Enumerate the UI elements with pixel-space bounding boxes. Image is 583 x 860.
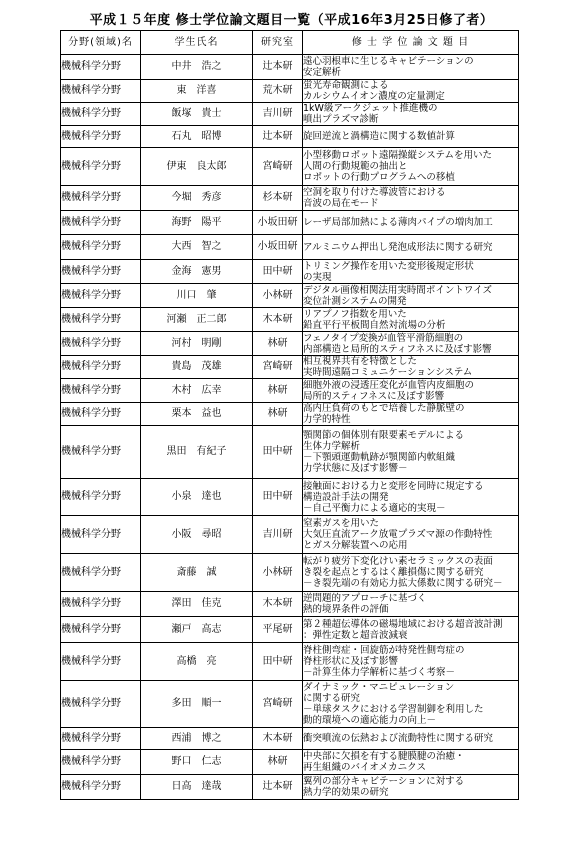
thesis-title-cell — [303, 681, 519, 728]
thesis-title-cell — [303, 750, 519, 775]
field-cell: 機械科学分野 — [61, 379, 141, 403]
table-row — [61, 356, 519, 379]
header-thesis-title: 修 士 学 位 論 文 題 目 — [303, 31, 519, 55]
lab-cell: 小坂田研 — [253, 235, 303, 260]
thesis-title-line: 旋回逆流と渦構造に関する数値計算 — [303, 131, 456, 142]
thesis-title-line: 生体力学解析 — [303, 441, 361, 452]
table-row — [61, 403, 519, 426]
page-title: 平成１５年度 修士学位論文題目一覧（平成16年3月25日修了者） — [89, 13, 494, 28]
student-name-cell: 河村 明剛 — [141, 332, 253, 356]
student-name-cell: 黒田 有紀子 — [141, 426, 253, 479]
thesis-title-cell — [303, 775, 519, 800]
header-row — [61, 31, 519, 55]
thesis-title-cell — [303, 403, 519, 426]
lab-cell: 小林研 — [253, 554, 303, 592]
thesis-title-cell — [303, 148, 519, 186]
table-row — [61, 284, 519, 308]
field-cell: 機械科学分野 — [61, 403, 141, 426]
thesis-title-cell — [303, 554, 519, 592]
student-name-cell: 木村 広幸 — [141, 379, 253, 403]
thesis-title-line: ：弾性定数と超音波減衰 — [303, 629, 408, 641]
lab-cell: 宮崎研 — [253, 148, 303, 186]
lab-cell: 田中研 — [253, 260, 303, 284]
field-cell: 機械科学分野 — [61, 80, 141, 103]
table-row — [61, 681, 519, 728]
thesis-title-line: き裂を起点とするはく離損傷に関する研究 — [303, 567, 484, 578]
thesis-title-line: レーザ局部加熱による薄肉パイプの増肉加工 — [303, 217, 493, 228]
thesis-title-line: とガス分解装置への応用 — [303, 540, 408, 551]
thesis-title-line: 顎関節の個体別有限要素モデルによる — [303, 430, 465, 441]
field-cell: 機械科学分野 — [61, 126, 141, 148]
thesis-title-line: 音波の局在モード — [303, 198, 379, 209]
table-row — [61, 308, 519, 332]
field-cell: 機械科学分野 — [61, 332, 141, 356]
student-name-cell: 石丸 昭博 — [141, 126, 253, 148]
field-cell: 機械科学分野 — [61, 426, 141, 479]
lab-cell: 小林研 — [253, 284, 303, 308]
thesis-title-line: 噴出プラズマ診断 — [303, 114, 379, 125]
student-name-cell: 斎藤 誠 — [141, 554, 253, 592]
thesis-title-cell — [303, 379, 519, 403]
table-row — [61, 211, 519, 235]
thesis-title-line: に関する研究 — [303, 693, 361, 704]
lab-cell: 宮崎研 — [253, 681, 303, 728]
student-name-cell: 瀬戸 高志 — [141, 617, 253, 643]
lab-cell: 林研 — [253, 403, 303, 426]
table-row — [61, 775, 519, 800]
thesis-title-line: 再生組織のバイオメカニクス — [303, 762, 427, 773]
field-cell: 機械科学分野 — [61, 617, 141, 643]
table-row — [61, 126, 519, 148]
thesis-title-cell — [303, 728, 519, 750]
thesis-title-cell — [303, 332, 519, 356]
thesis-title-line: 人間の行動規範の抽出と — [303, 161, 408, 172]
thesis-title-line: ダイナミック・マニピュレーション — [303, 682, 455, 693]
field-cell: 機械科学分野 — [61, 55, 141, 80]
table-row — [61, 260, 519, 284]
student-name-cell: 中井 浩之 — [141, 55, 253, 80]
thesis-title-line: の実現 — [303, 271, 332, 283]
table-row — [61, 516, 519, 554]
field-cell: 機械科学分野 — [61, 356, 141, 379]
header-field: 分野(領域)名 — [61, 31, 141, 55]
table-row — [61, 728, 519, 750]
thesis-title-line: 動的環境への適応能力の向上－ — [303, 715, 437, 726]
lab-cell: 辻本研 — [253, 55, 303, 80]
table-row — [61, 80, 519, 103]
student-name-cell: 川口 肇 — [141, 284, 253, 308]
table-row — [61, 643, 519, 681]
lab-cell: 木本研 — [253, 592, 303, 617]
table-row — [61, 554, 519, 592]
field-cell: 機械科学分野 — [61, 643, 141, 681]
thesis-title-line: 内部構造と局所的スティフネスに及ぼす影響 — [303, 343, 492, 355]
table-row — [61, 379, 519, 403]
table-row — [61, 592, 519, 617]
field-cell: 機械科学分野 — [61, 235, 141, 260]
field-cell: 機械科学分野 — [61, 148, 141, 186]
thesis-title-line: ロボットの行動プログラムへの移植 — [303, 172, 455, 183]
field-cell: 機械科学分野 — [61, 728, 141, 750]
table-row — [61, 479, 519, 516]
lab-cell: 辻本研 — [253, 126, 303, 148]
lab-cell: 平尾研 — [253, 617, 303, 643]
lab-cell: 木本研 — [253, 308, 303, 332]
field-cell: 機械科学分野 — [61, 284, 141, 308]
lab-cell: 木本研 — [253, 728, 303, 750]
thesis-title-line: 空洞を取り付けた導波管における — [303, 187, 446, 198]
thesis-title-line: トリミング操作を用いた変形後規定形状 — [303, 260, 474, 272]
thesis-title-cell — [303, 235, 519, 260]
thesis-title-line: 実時間遠隔コミュニケーションシステム — [303, 367, 473, 378]
lab-cell: 田中研 — [253, 479, 303, 516]
table-row — [61, 148, 519, 186]
thesis-title-line: 安定解析 — [303, 67, 342, 78]
thesis-title-line: デジタル画像相関法用実時間ポイントワイズ — [303, 284, 493, 296]
field-cell: 機械科学分野 — [61, 554, 141, 592]
header-student: 学生氏名 — [141, 31, 253, 55]
student-name-cell: 大西 智之 — [141, 235, 253, 260]
thesis-title-line: 局所的スティフネスに及ぼす影響 — [303, 390, 445, 402]
student-name-cell: 小泉 達也 — [141, 479, 253, 516]
lab-cell: 宮崎研 — [253, 356, 303, 379]
lab-cell: 杉本研 — [253, 186, 303, 211]
student-name-cell: 澤田 佳克 — [141, 592, 253, 617]
field-cell: 機械科学分野 — [61, 592, 141, 617]
thesis-title-line: 衝突噴流の伝熱および流動特性に関する研究 — [303, 733, 494, 744]
thesis-title-line: 脊柱側弯症・回旋筋が特発性側弯症の — [303, 645, 465, 656]
student-name-cell: 河瀬 正二郎 — [141, 308, 253, 332]
thesis-title-line: 転がり疲労下変化けい素セラミックスの表面 — [303, 556, 493, 567]
thesis-title-line: 遠心羽根車に生じるキャビテーションの — [303, 56, 474, 67]
student-name-cell: 多田 順一 — [141, 681, 253, 728]
table-row — [61, 426, 519, 479]
thesis-title-line: －自己平衡力による適応的実現－ — [303, 502, 446, 514]
thesis-title-line: 鉛直平行平板間自然対流場の分析 — [303, 319, 446, 331]
thesis-title-line: 力学状態に及ぼす影響－ — [303, 463, 408, 474]
table-body — [61, 55, 519, 800]
thesis-title-line: 高内圧負荷のもとで培養した静脈壁の — [303, 403, 465, 414]
lab-cell: 辻本研 — [253, 775, 303, 800]
thesis-title-cell — [303, 126, 519, 148]
lab-cell: 林研 — [253, 332, 303, 356]
thesis-title-cell — [303, 55, 519, 80]
thesis-title-cell — [303, 80, 519, 103]
table-row — [61, 103, 519, 126]
lab-cell: 小坂田研 — [253, 211, 303, 235]
field-cell: 機械科学分野 — [61, 775, 141, 800]
student-name-cell: 海野 陽平 — [141, 211, 253, 235]
student-name-cell: 今堀 秀彦 — [141, 186, 253, 211]
student-name-cell: 日高 達哉 — [141, 775, 253, 800]
field-cell: 機械科学分野 — [61, 308, 141, 332]
thesis-title-line: 1kW級アークジェット推進機の — [303, 103, 438, 114]
student-name-cell: 金海 憲男 — [141, 260, 253, 284]
thesis-title-line: 脊柱形状に及ぼす影響 — [303, 656, 399, 667]
student-name-cell: 飯塚 貴士 — [141, 103, 253, 126]
thesis-title-line: 中央部に欠損を有する腱膜腱の治癒・ — [303, 751, 465, 762]
student-name-cell: 高橋 亮 — [141, 643, 253, 681]
thesis-title-line: 接触面における力と変形を同時に規定する — [303, 480, 484, 492]
thesis-title-line: 蛍光寿命観測による — [303, 80, 389, 91]
field-cell: 機械科学分野 — [61, 681, 141, 728]
thesis-title-cell — [303, 308, 519, 332]
thesis-title-cell — [303, 260, 519, 284]
thesis-title-line: 変位計測システムの開発 — [303, 295, 407, 307]
thesis-title-cell — [303, 617, 519, 643]
field-cell: 機械科学分野 — [61, 260, 141, 284]
lab-cell: 田中研 — [253, 426, 303, 479]
table-row — [61, 750, 519, 775]
thesis-title-line: 大気圧直流アーク放電プラズマ源の作動特性 — [303, 529, 493, 540]
student-name-cell: 野口 仁志 — [141, 750, 253, 775]
thesis-title-cell — [303, 643, 519, 681]
thesis-title-line: 細胞外液の浸透圧変化が血管内皮細胞の — [303, 379, 475, 391]
thesis-title-cell — [303, 284, 519, 308]
thesis-title-line: －下顎頭運動軌跡が顎関節内軟組織 — [303, 452, 456, 463]
thesis-table — [60, 30, 519, 800]
lab-cell: 田中研 — [253, 643, 303, 681]
field-cell: 機械科学分野 — [61, 479, 141, 516]
lab-cell: 林研 — [253, 379, 303, 403]
thesis-title-line: フェノタイプ変換が血管平滑筋細胞の — [303, 332, 464, 344]
thesis-title-cell — [303, 211, 519, 235]
thesis-title-cell — [303, 103, 519, 126]
field-cell: 機械科学分野 — [61, 186, 141, 211]
table-row — [61, 186, 519, 211]
student-name-cell: 貴島 茂雄 — [141, 356, 253, 379]
thesis-title-line: 力学的特性 — [303, 414, 351, 425]
field-cell: 機械科学分野 — [61, 103, 141, 126]
thesis-title-line: －き裂先端の有効応力拡大係数に関する研究－ — [303, 578, 503, 589]
field-cell: 機械科学分野 — [61, 211, 141, 235]
lab-cell: 吉川研 — [253, 103, 303, 126]
student-name-cell: 栗本 益也 — [141, 403, 253, 426]
thesis-title-line: 窒素ガスを用いた — [303, 518, 380, 529]
thesis-title-line: 小型移動ロボット遠隔操縦システムを用いた — [303, 150, 493, 161]
thesis-title-line: アルミニウム押出し発泡成形法に関する研究 — [303, 241, 493, 253]
thesis-title-line: リアプノフ指数を用いた — [303, 308, 407, 320]
thesis-title-line: －計算生体力学解析に基づく考察－ — [303, 667, 456, 678]
thesis-title-line: 逆問題的アプローチに基づく — [303, 593, 427, 604]
lab-cell: 荒木研 — [253, 80, 303, 103]
student-name-cell: 伊東 良太郎 — [141, 148, 253, 186]
student-name-cell: 小阪 尋昭 — [141, 516, 253, 554]
table-row — [61, 235, 519, 260]
thesis-title-line: 第２種超伝導体の磁場地域における超音波計測 — [303, 618, 503, 630]
table-row — [61, 332, 519, 356]
student-name-cell: 東 洋喜 — [141, 80, 253, 103]
thesis-title-line: 熱力学的効果の研究 — [303, 787, 389, 798]
thesis-title-line: 相互視界共有を特徴とした — [303, 356, 418, 367]
thesis-title-cell — [303, 479, 519, 516]
thesis-title-cell — [303, 516, 519, 554]
thesis-title-cell — [303, 426, 519, 479]
lab-cell: 林研 — [253, 750, 303, 775]
thesis-title-line: －単球タスクにおける学習制御を利用した — [303, 704, 484, 715]
header-lab: 研究室 — [253, 31, 303, 55]
thesis-title-line: カルシウムイオン濃度の定量測定 — [303, 91, 445, 102]
field-cell: 機械科学分野 — [61, 516, 141, 554]
table-row — [61, 617, 519, 643]
thesis-title-cell — [303, 186, 519, 211]
thesis-title-cell — [303, 592, 519, 617]
thesis-title-line: 翼列の部分キャビテーションに対する — [303, 776, 465, 787]
lab-cell: 吉川研 — [253, 516, 303, 554]
table-row — [61, 55, 519, 80]
student-name-cell: 西浦 博之 — [141, 728, 253, 750]
field-cell: 機械科学分野 — [61, 750, 141, 775]
thesis-title-line: 熱的境界条件の評価 — [303, 604, 389, 615]
thesis-title-line: 構造設計手法の開発 — [303, 491, 389, 503]
thesis-title-cell — [303, 356, 519, 379]
